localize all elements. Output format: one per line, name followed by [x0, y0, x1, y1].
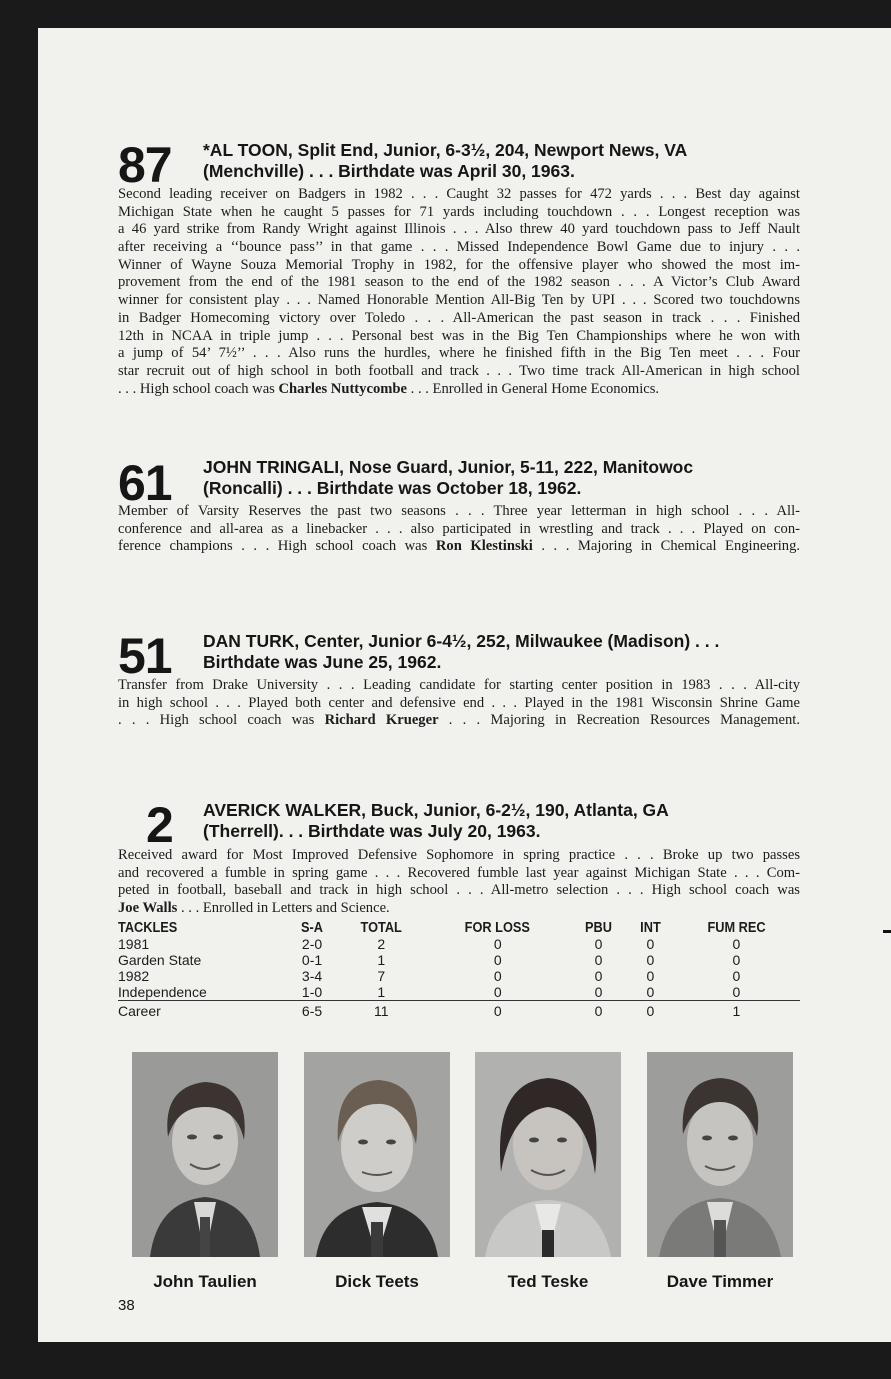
- table-cell: 1981: [118, 936, 150, 952]
- table-cell: Independence: [118, 984, 207, 1000]
- stats-header: TOTAL: [360, 920, 402, 936]
- jersey-number: 87: [118, 137, 172, 193]
- bio-line: and recovered a fumble in spring game . . . Recovered fumble last year against Michigan State . . . Com-: [118, 864, 800, 881]
- table-cell: 0: [493, 952, 502, 968]
- table-cell: 0: [594, 984, 603, 1000]
- player-header-line: JOHN TRINGALI, Nose Guard, Junior, 5-11, 222, Manitowoc: [203, 457, 694, 477]
- bio-line: 12th in NCAA in triple jump . . . Personal best was in the Big Ten Championships where he won with: [118, 327, 800, 344]
- table-row: [118, 952, 800, 968]
- bio-line: Second leading receiver on Badgers in 1982 . . . Caught 32 passes for 472 yards . . . Best day against: [118, 186, 800, 202]
- coach-name: Charles Nuttycombe: [278, 380, 407, 397]
- stats-header: FUM REC: [707, 920, 766, 936]
- margin-mark: [883, 930, 891, 933]
- portrait-image: [304, 1052, 450, 1257]
- table-cell: 6-5: [288, 1001, 336, 1020]
- stats-header: INT: [640, 920, 661, 936]
- player-photo: [304, 1052, 450, 1257]
- career-row: [118, 1001, 800, 1020]
- player-header-line: Birthdate was June 25, 1962.: [203, 652, 442, 672]
- bio-line: Joe Walls . . . Enrolled in Letters and Science.: [118, 900, 390, 917]
- player-header-line: *AL TOON, Split End, Junior, 6-3½, 204, Newport News, VA: [203, 140, 688, 160]
- stats-header-row: [118, 920, 800, 936]
- table-cell: 2-0: [301, 936, 323, 952]
- bio-line: peted in football, baseball and track in high school . . . All-metro selection . . . High school coach was: [118, 882, 800, 899]
- photo-caption: Dick Teets: [335, 1272, 419, 1291]
- photo-caption: Dave Timmer: [666, 1272, 774, 1291]
- table-cell: 0: [569, 1001, 628, 1020]
- bio-line: ference champions . . . High school coach was Ron Klestinski . . . Majoring in Chemical Engineering.: [118, 538, 801, 555]
- photo-caption: Ted Teske: [507, 1272, 589, 1291]
- table-cell: 1: [377, 952, 386, 968]
- table-cell: 2: [377, 936, 386, 952]
- jersey-number: 51: [118, 628, 172, 684]
- stats-header: S-A: [301, 920, 324, 936]
- player-header-line: (Menchville) . . . Birthdate was April 30, 1963.: [203, 161, 575, 181]
- bio-line: Winner of Wayne Souza Memorial Trophy in 1982, for the offensive player who showed the most im-: [118, 256, 800, 273]
- jersey-number: 61: [118, 455, 172, 511]
- player-photo: [475, 1052, 621, 1257]
- bio-line: conference and all-area as a linebacker . . . also participated in wrestling and track . . . Played on con-: [118, 520, 800, 537]
- player-photo: [647, 1052, 793, 1257]
- coach-name: Joe Walls: [118, 900, 178, 917]
- bio-line: a 46 yard strike from Randy Wright against Illinois . . . Also threw 40 yard touchdown pass to Jeff Nault: [118, 221, 800, 238]
- table-cell: 1: [673, 1001, 800, 1020]
- table-cell: 0: [646, 952, 655, 968]
- portrait-image: [132, 1052, 278, 1257]
- player-header-line: AVERICK WALKER, Buck, Junior, 6-2½, 190, Atlanta, GA: [203, 800, 669, 820]
- bio-line: Received award for Most Improved Defensive Sophomore in spring practice . . . Broke up two passes: [118, 847, 800, 863]
- bio-line: star recruit out of high school in both football and track . . . Two time track All-American in high school: [118, 362, 800, 379]
- table-cell: 0: [646, 936, 655, 952]
- table-cell: Garden State: [118, 952, 202, 968]
- table-cell: Career: [118, 1001, 288, 1020]
- player-header-line: (Therrell). . . Birthdate was July 20, 1963.: [203, 821, 541, 841]
- coach-name: Richard Krueger: [324, 712, 439, 729]
- table-cell: 7: [377, 968, 386, 984]
- page-number: 38: [118, 1297, 135, 1314]
- table-cell: 0-1: [301, 952, 323, 968]
- photo-caption: John Taulien: [153, 1272, 257, 1291]
- table-cell: 0: [646, 984, 655, 1000]
- bio-line: . . . High school coach was Richard Krueger . . . Majoring in Recreation Resources Management.: [118, 712, 800, 729]
- stats-header: PBU: [585, 920, 612, 936]
- table-row: [118, 968, 800, 984]
- table-cell: 0: [493, 936, 502, 952]
- coach-name: Ron Klestinski: [435, 538, 533, 555]
- bio-line: in Badger Homecoming victory over Toledo . . . All-American the past season in track . . . Finished: [118, 309, 800, 326]
- bio-line: Michigan State when he caught 5 passes for 71 yards including touchdown . . . Longest reception was: [118, 203, 800, 220]
- player-bio: [118, 847, 800, 918]
- bio-line: winner for consistent play . . . Named Honorable Mention All-Big Ten by UPI . . . Scored two touchdowns: [118, 292, 800, 309]
- table-cell: 0: [493, 984, 502, 1000]
- table-row: [118, 936, 800, 952]
- player-bio: [118, 677, 800, 730]
- bio-line: in high school . . . Played both center and defensive end . . . Played in the 1981 Wisconsin Shrine Game: [118, 694, 800, 711]
- table-cell: 1-0: [301, 984, 323, 1000]
- tackles-stats-table: [118, 920, 800, 1019]
- player-bio: [118, 186, 800, 398]
- table-cell: 3-4: [301, 968, 323, 984]
- table-cell: 0: [594, 968, 603, 984]
- table-cell: 0: [732, 952, 741, 968]
- player-bio: [118, 503, 800, 556]
- bio-line: Transfer from Drake University . . . Leading candidate for starting center position in 1983 . . . All-city: [118, 677, 800, 693]
- stats-header: FOR LOSS: [465, 920, 531, 936]
- bio-line: a jump of 54’ 7½’’ . . . Also runs the hurdles, where he finished fifth in the Big Ten meet . . . Four: [118, 345, 800, 362]
- table-cell: 0: [493, 968, 502, 984]
- portrait-image: [475, 1052, 621, 1257]
- table-row: [118, 984, 800, 1001]
- table-cell: 0: [628, 1001, 673, 1020]
- player-header-line: DAN TURK, Center, Junior 6-4½, 252, Milwaukee (Madison) . . .: [203, 631, 720, 651]
- player-header-line: (Roncalli) . . . Birthdate was October 18, 1962.: [203, 478, 582, 498]
- bio-line: after receiving a ‘‘bounce pass’’ in that game . . . Missed Independence Bowl Game due to injury . . .: [118, 239, 800, 256]
- table-cell: 11: [336, 1001, 426, 1020]
- stats-header: TACKLES: [118, 920, 178, 936]
- table-cell: 0: [426, 1001, 569, 1020]
- table-cell: 0: [732, 968, 741, 984]
- table-cell: 0: [594, 936, 603, 952]
- player-photo: [132, 1052, 278, 1257]
- bio-line: Member of Varsity Reserves the past two seasons . . . Three year letterman in high school . . . All-: [118, 503, 800, 519]
- table-cell: 0: [646, 968, 655, 984]
- table-cell: 0: [732, 984, 741, 1000]
- bio-line: provement from the end of the 1981 season to the end of the 1982 season . . . A Victor’s Club Award: [118, 274, 800, 291]
- table-cell: 1982: [118, 968, 150, 984]
- table-cell: 0: [732, 936, 741, 952]
- table-cell: 0: [594, 952, 603, 968]
- portrait-image: [647, 1052, 793, 1257]
- document-page: [38, 28, 891, 1342]
- table-cell: 1: [377, 984, 386, 1000]
- bio-line: . . . High school coach was Charles Nuttycombe . . . Enrolled in General Home Economics.: [118, 380, 660, 397]
- jersey-number: 2: [146, 797, 173, 853]
